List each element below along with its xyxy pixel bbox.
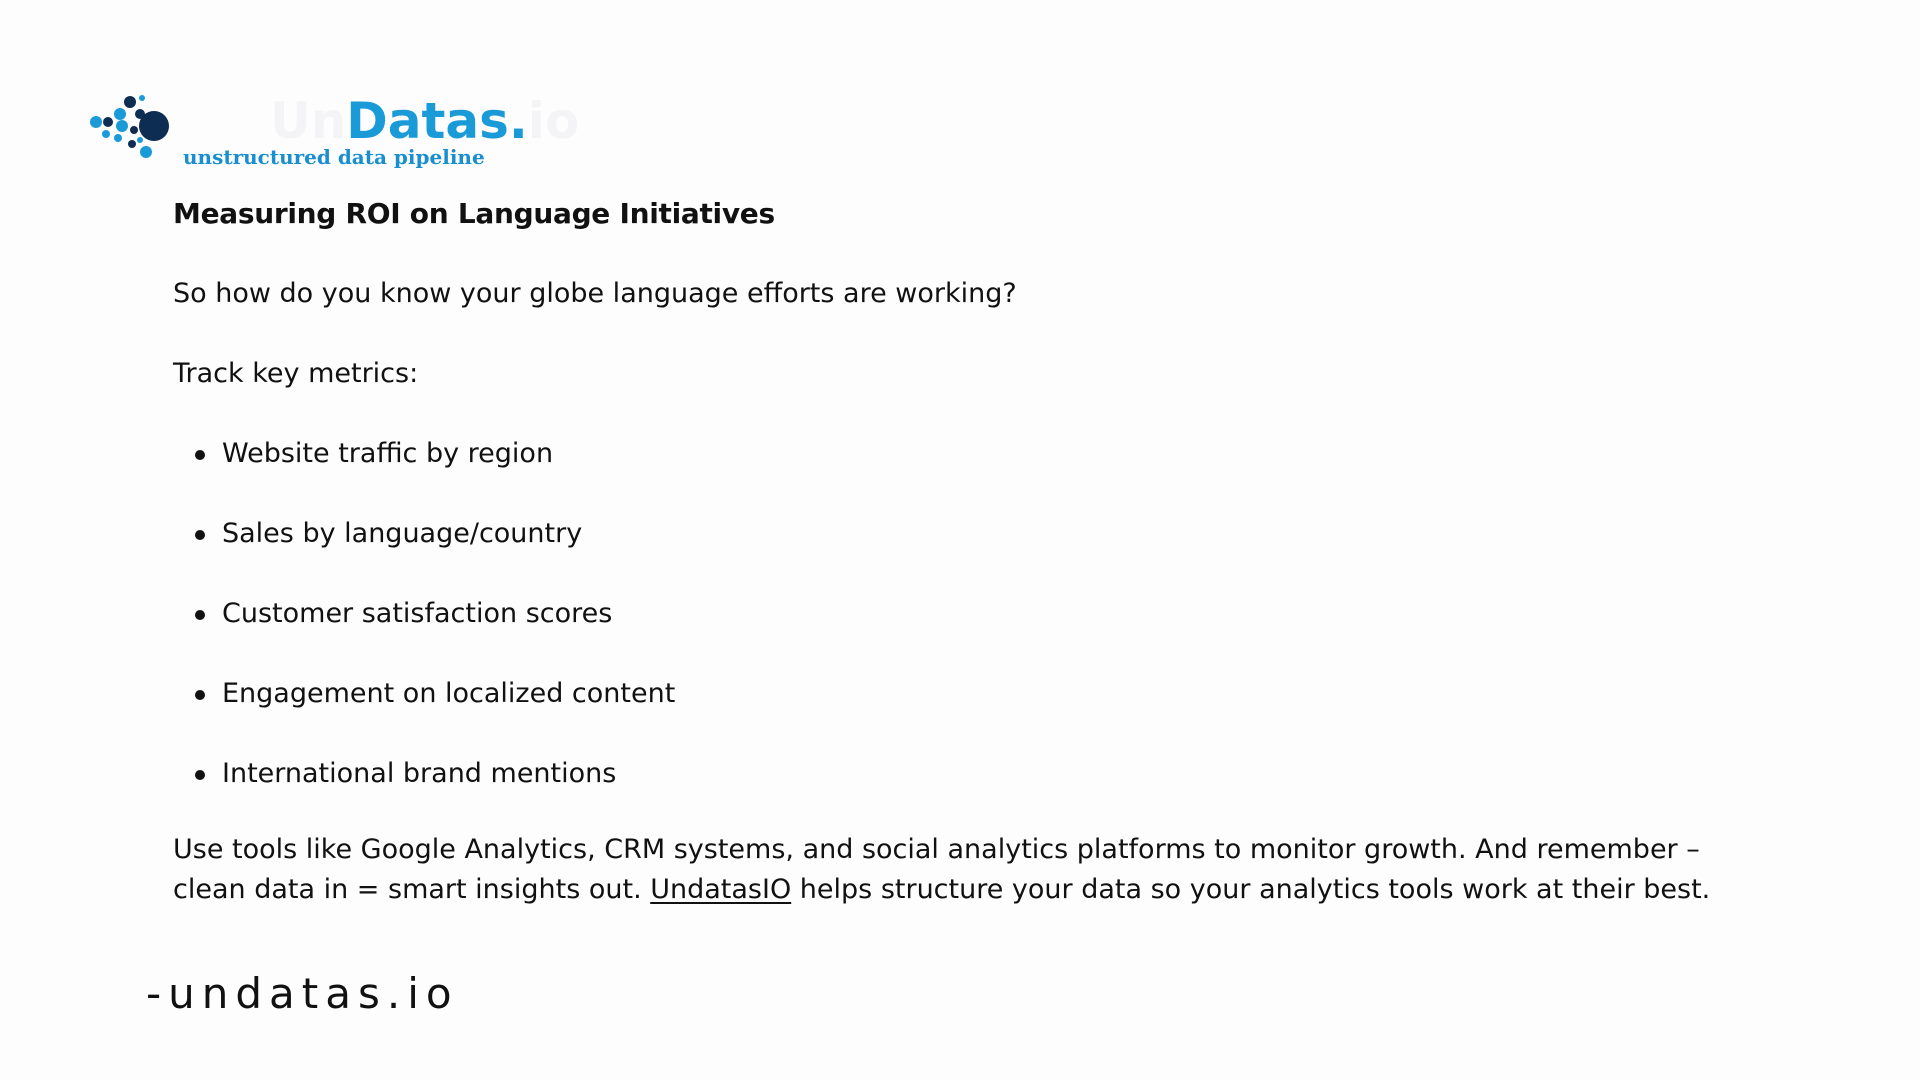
metrics-list	[173, 430, 1753, 798]
bullet-icon	[195, 450, 205, 460]
closing-paragraph	[173, 830, 1753, 910]
metric-text: Engagement on localized content	[222, 678, 676, 709]
metrics-label: Track key metrics:	[173, 358, 419, 389]
bullet-icon	[195, 610, 205, 620]
list-item	[173, 590, 1753, 638]
list-item	[173, 750, 1753, 798]
logo-wordmark-ghost: Un	[270, 92, 347, 150]
bullet-icon	[195, 530, 205, 540]
metric-text: International brand mentions	[222, 758, 617, 789]
closing-text-after: helps structure your data so your analytics tools work at their best.	[791, 874, 1711, 905]
bullet-icon	[195, 770, 205, 780]
logo-wordmark-main: Datas.	[346, 92, 528, 150]
undatas-logo	[84, 92, 580, 174]
logo-wordmark-tail: io	[527, 92, 580, 150]
page-title: Measuring ROI on Language Initiatives	[173, 197, 775, 230]
metric-text: Sales by language/country	[222, 518, 583, 549]
closing-text-before: Use tools like Google Analytics, CRM systems, and social analytics platforms to monitor growth. And remember – clean data in = smart insights out.	[173, 834, 1700, 905]
bullet-icon	[195, 690, 205, 700]
logo-tagline: unstructured data pipeline	[183, 145, 485, 169]
metric-text: Customer satisfaction scores	[222, 598, 613, 629]
dots-cluster-icon	[84, 92, 174, 162]
list-item	[173, 670, 1753, 718]
list-item	[173, 430, 1753, 478]
metric-text: Website traffic by region	[222, 438, 554, 469]
logo-wordmark	[270, 92, 579, 150]
undatasio-link[interactable]: UndatasIO	[650, 874, 792, 905]
main-content	[173, 190, 1753, 910]
list-item	[173, 510, 1753, 558]
signature: -undatas.io	[146, 969, 459, 1018]
intro-text: So how do you know your globe language efforts are working?	[173, 278, 1017, 309]
